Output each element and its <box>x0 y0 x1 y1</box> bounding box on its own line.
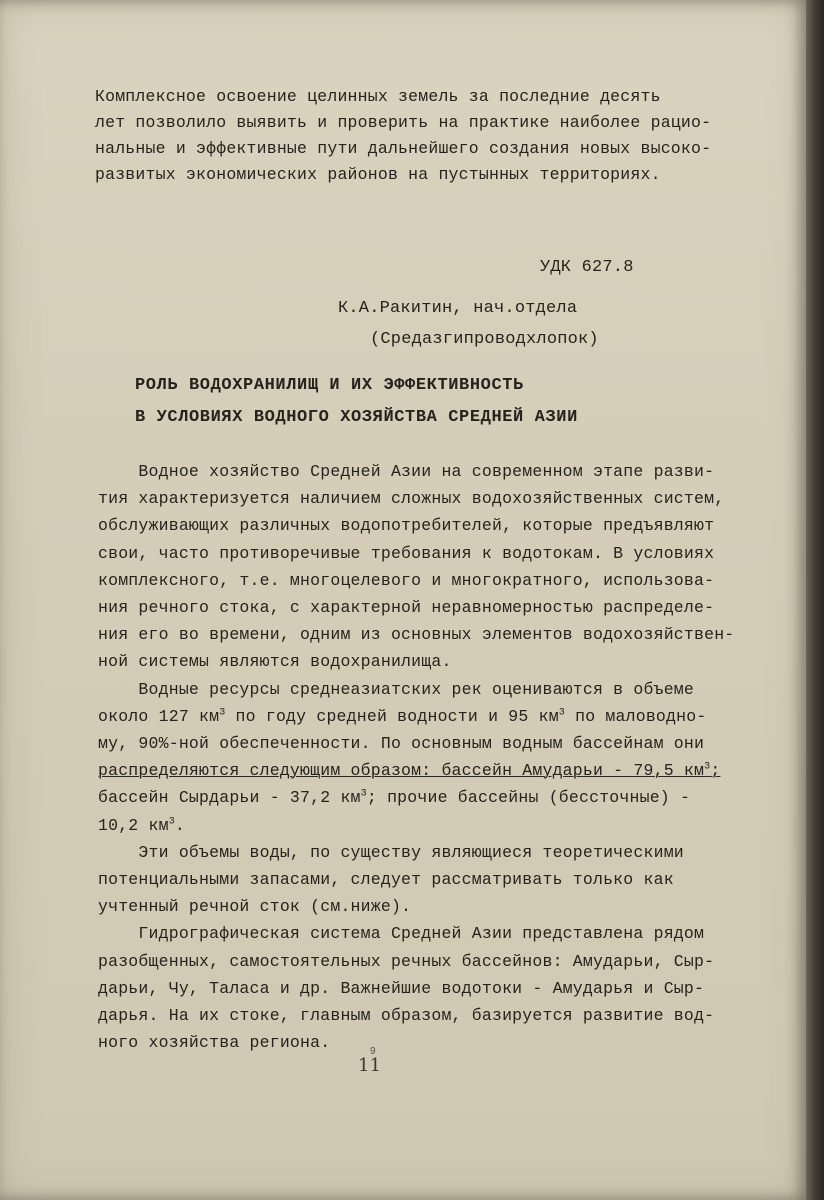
text-line: свои, часто противоречивые требования к водотокам. В условиях <box>98 543 715 563</box>
book-edge-shadow <box>806 0 824 1200</box>
text-line: бассейн Сырдарьи - 37,2 $км^3$; прочие бассейны (бессточные) - <box>98 788 691 808</box>
text-line: Эти объемы воды, по существу являющиеся теоретическими <box>98 842 684 862</box>
text-line: ного хозяйства региона. <box>98 1033 331 1053</box>
text-line: Водные ресурсы среднеазиатских рек оцениваются в объеме <box>98 679 694 699</box>
text-line: около 127 $км^3$ по году средней водности и 95 $км^3$ по маловодно- <box>98 706 707 726</box>
page-number: 11 <box>358 1055 382 1076</box>
title-line-1: РОЛЬ ВОДОХРАНИЛИЩ И ИХ ЭФФЕКТИВНОСТЬ <box>135 376 524 395</box>
text-line: потенциальными запасами, следует рассматривать только как <box>98 870 674 890</box>
intro-line: развитых экономических районов на пустынных территориях. <box>95 165 661 184</box>
text-line: Водное хозяйство Средней Азии на современном этапе разви- <box>98 462 715 481</box>
text-line: му, 90%-ной обеспеченности. По основным водным бассейнам они <box>98 734 705 754</box>
intro-paragraph <box>95 84 711 188</box>
text-line: ния его во времени, одним из основных элементов водохозяйствен- <box>98 625 735 645</box>
text-line: дарьи, Чу, Таласа и др. Важнейшие водотоки - Амударья и Сыр- <box>98 978 705 998</box>
intro-line: лет позволило выявить и проверить на практике наиболее рацио- <box>95 113 712 132</box>
text-line: комплексного, т.е. многоцелевого и многократного, использова- <box>98 570 715 590</box>
text-line: дарья. На их стоке, главным образом, базируется развитие вод- <box>98 1006 715 1026</box>
text-line: 10,2 $км^3$. <box>98 815 186 835</box>
article-body <box>98 458 734 1056</box>
paragraph-3 <box>98 839 734 921</box>
author-block <box>338 293 599 355</box>
author-organization: (Средазгипроводхлопок) <box>370 330 599 349</box>
text-line: разобщенных, самостоятельных речных бассейнов: Амударьи, Сыр- <box>98 951 715 971</box>
author-name: К.А.Ракитин, нач.отдела <box>338 299 578 318</box>
text-line: ния речного стока, с характерной неравномерностью распределе- <box>98 598 715 618</box>
article-title <box>135 370 578 434</box>
text-line: Гидрографическая система Средней Азии представлена рядом <box>98 924 705 944</box>
text-line: ной системы являются водохранилища. <box>98 652 452 672</box>
text-line: распределяются следующим образом: бассейн Амударьи - 79,5 $км^3$; <box>98 761 721 781</box>
intro-line: нальные и эффективные пути дальнейшего создания новых высоко- <box>95 139 712 158</box>
paragraph-1 <box>98 458 734 676</box>
paragraph-4 <box>98 920 734 1056</box>
title-line-2: В УСЛОВИЯХ ВОДНОГО ХОЗЯЙСТВА СРЕДНЕЙ АЗИИ <box>135 408 578 427</box>
text-line: учтенный речной сток (см.ниже). <box>98 897 412 917</box>
udk-code: УДК 627.8 <box>540 258 634 277</box>
paragraph-2 <box>98 676 734 839</box>
text-line: тия характеризуется наличием сложных водохозяйственных систем, <box>98 489 725 509</box>
stamp-mark: 9 <box>370 1046 376 1057</box>
text-line: обслуживающих различных водопотребителей, которые предъявляют <box>98 516 715 536</box>
intro-line: Комплексное освоение целинных земель за последние десять <box>95 87 661 106</box>
